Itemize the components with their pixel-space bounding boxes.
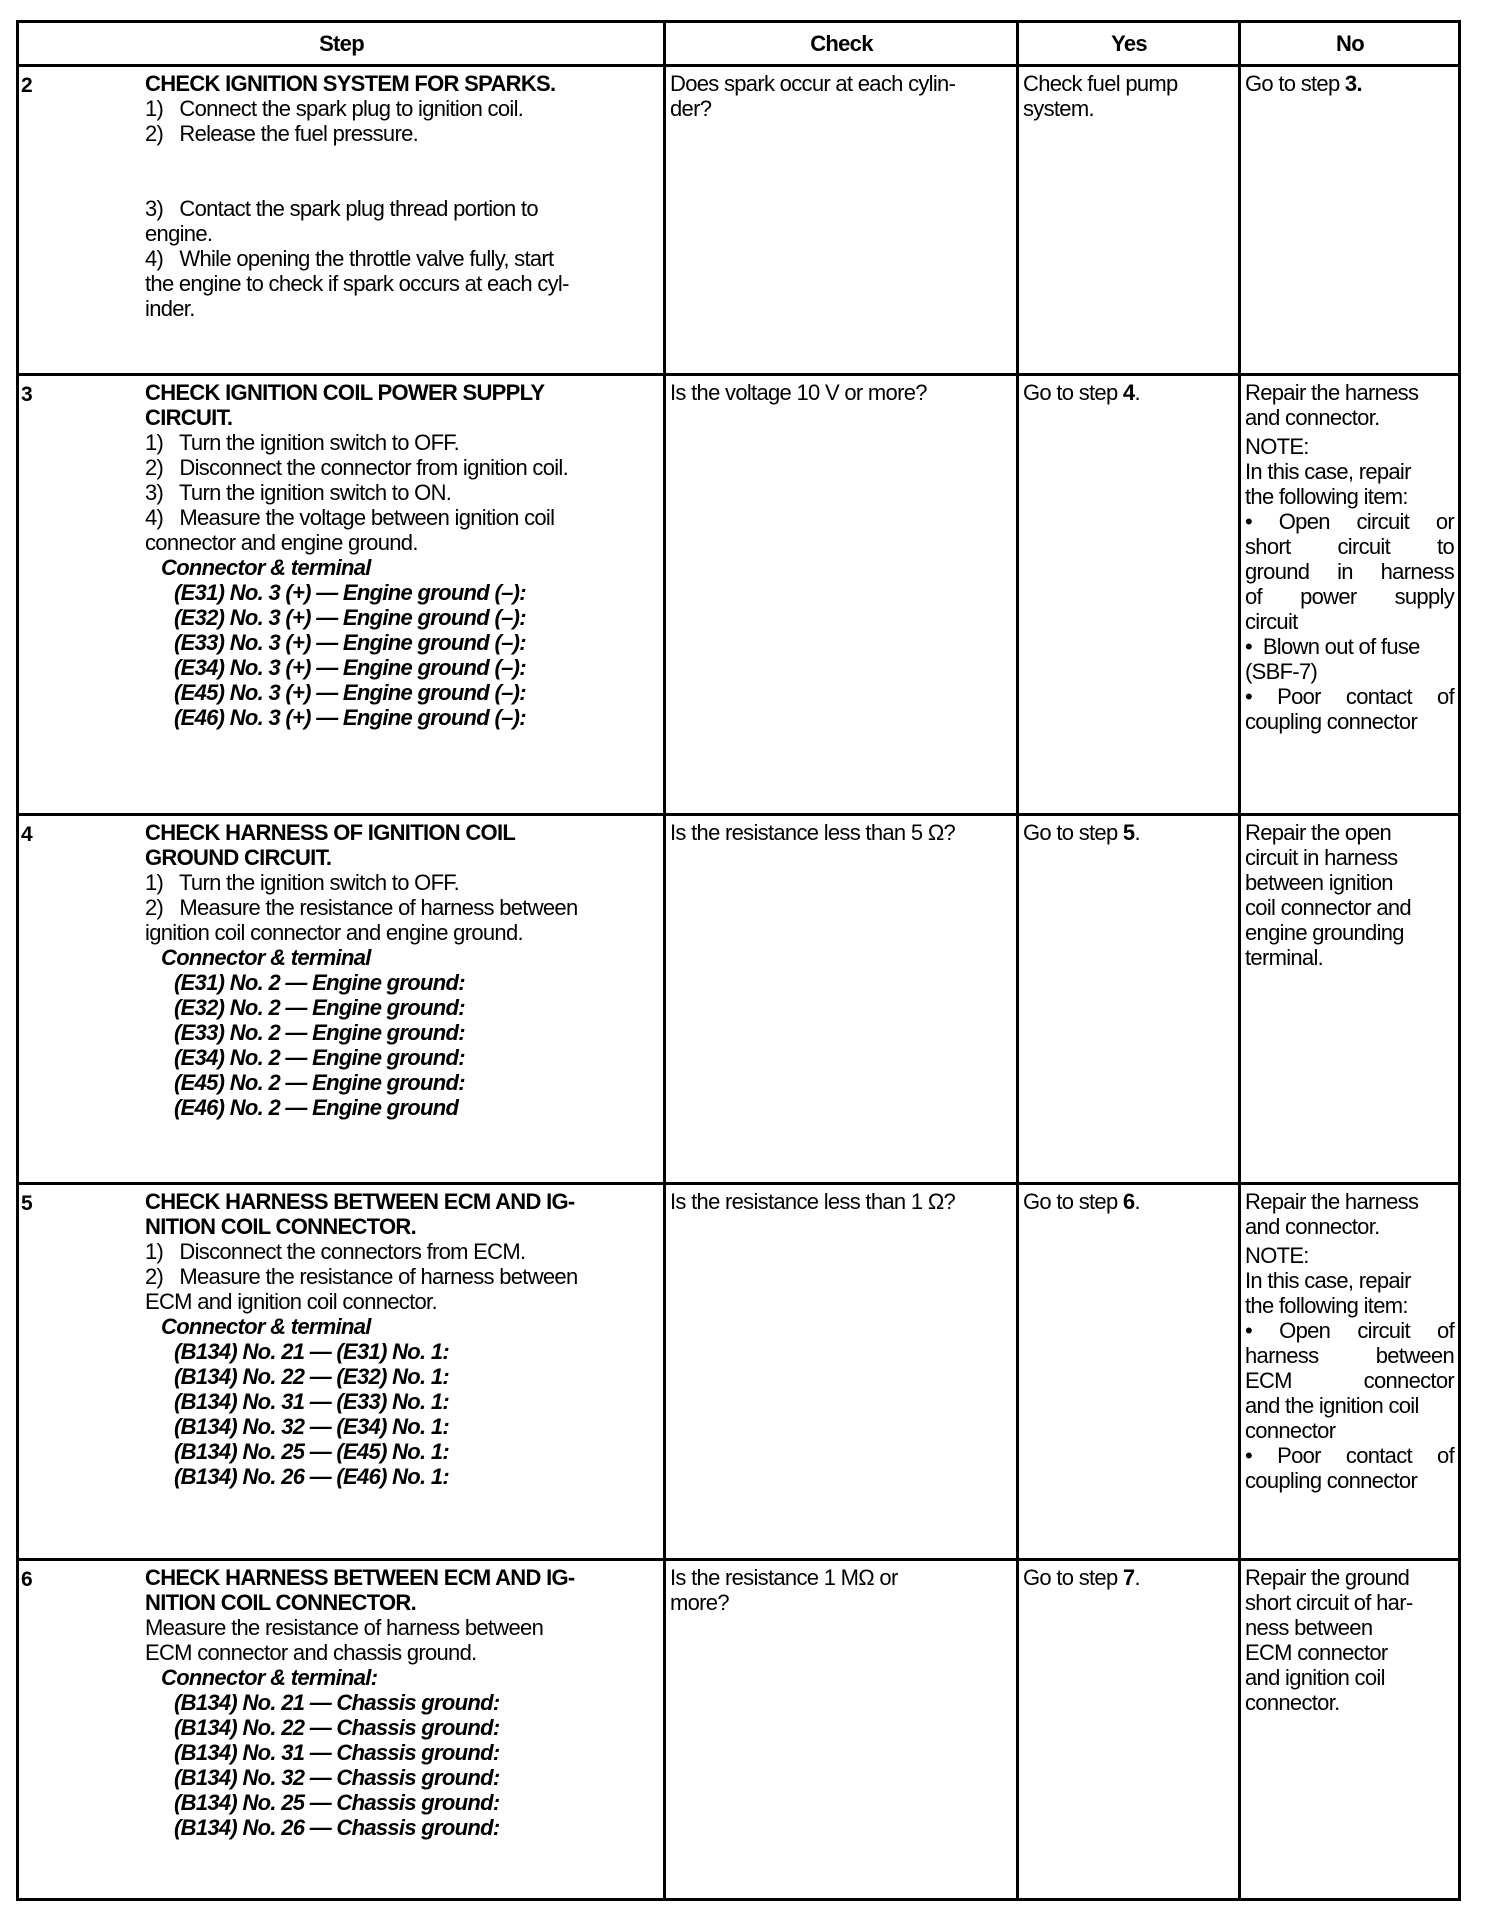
instruction: 2) Measure the resistance of harness between: [145, 1264, 578, 1289]
goto-step-number: 4: [1122, 380, 1135, 405]
instruction: engine.: [145, 221, 213, 246]
goto-suffix: .: [1134, 1565, 1140, 1590]
terminal-spec: (E33) No. 3 (+) — Engine ground (–):: [174, 630, 526, 655]
check-text: Is the voltage 10 V or more?: [670, 380, 927, 405]
bullet-item: coupling connector: [1245, 709, 1418, 734]
check-text: der?: [670, 96, 712, 121]
no-text: terminal.: [1245, 945, 1324, 970]
note-text: the following item:: [1245, 1293, 1408, 1318]
step-number: 6: [21, 1568, 32, 1591]
bullet-item: circuit: [1245, 609, 1298, 634]
check-text: Does spark occur at each cylin-: [670, 71, 956, 96]
terminal-spec: (B134) No. 21 — Chassis ground:: [174, 1690, 500, 1715]
goto-step-link[interactable]: [1023, 1565, 1234, 1590]
diagnostic-table: [16, 20, 1461, 1901]
terminal-spec: (B134) No. 26 — (E46) No. 1:: [174, 1464, 450, 1489]
step-cell: [19, 376, 663, 813]
no-cell: [1238, 816, 1458, 1182]
table-header: [19, 23, 1458, 64]
no-text: ECM connector: [1245, 1640, 1388, 1665]
check-cell: [663, 376, 1016, 813]
terminal-spec: (B134) No. 32 — (E34) No. 1:: [174, 1414, 450, 1439]
yes-cell: [1016, 1185, 1238, 1558]
bullet-item: ECM connector: [1245, 1368, 1454, 1393]
instruction: 1) Turn the ignition switch to OFF.: [145, 430, 460, 455]
terminal-spec: (E34) No. 2 — Engine ground:: [174, 1045, 465, 1070]
no-text: and connector.: [1245, 405, 1380, 430]
instruction: 1) Connect the spark plug to ignition coil.: [145, 96, 524, 121]
goto-step-link[interactable]: [1023, 820, 1234, 845]
goto-suffix: .: [1134, 820, 1140, 845]
header-check: Check: [663, 23, 1016, 64]
terminal-spec: (E33) No. 2 — Engine ground:: [174, 1020, 465, 1045]
yes-cell: [1016, 1561, 1238, 1898]
terminal-spec: (E46) No. 3 (+) — Engine ground (–):: [174, 705, 526, 730]
step-cell: [19, 1185, 663, 1558]
goto-step-number: 5: [1122, 820, 1135, 845]
no-text: and ignition coil: [1245, 1665, 1385, 1690]
goto-suffix: .: [1134, 1189, 1140, 1214]
step-cell: [19, 816, 663, 1182]
note-text: In this case, repair: [1245, 459, 1411, 484]
no-cell: [1238, 1185, 1458, 1558]
goto-step-link[interactable]: [1023, 380, 1234, 405]
terminal-spec: (E32) No. 3 (+) — Engine ground (–):: [174, 605, 526, 630]
no-cell: [1238, 1561, 1458, 1898]
check-text: Is the resistance less than 1 Ω?: [670, 1189, 956, 1214]
goto-step-number: 3: [1344, 71, 1357, 96]
terminal-spec: (B134) No. 31 — Chassis ground:: [174, 1740, 500, 1765]
check-cell: [663, 816, 1016, 1182]
goto-prefix: Go to step: [1245, 71, 1345, 96]
step-title: NITION COIL CONNECTOR.: [145, 1214, 417, 1239]
instruction: the engine to check if spark occurs at each cyl-: [145, 271, 569, 296]
terminal-spec: (B134) No. 22 — (E32) No. 1:: [174, 1364, 450, 1389]
header-no: No: [1238, 23, 1458, 64]
step-number: 3: [21, 383, 32, 406]
no-text: circuit in harness: [1245, 845, 1398, 870]
instruction: 2) Release the fuel pressure.: [145, 121, 419, 146]
connector-terminal-label: Connector & terminal:: [161, 1665, 378, 1690]
yes-cell: [1016, 816, 1238, 1182]
check-cell: [663, 67, 1016, 373]
check-text: more?: [670, 1590, 729, 1615]
step-cell: [19, 1561, 663, 1898]
goto-step-number: 6: [1122, 1189, 1135, 1214]
bullet-item: coupling connector: [1245, 1468, 1418, 1493]
check-cell: [663, 1561, 1016, 1898]
step-title: CHECK HARNESS BETWEEN ECM AND IG-: [145, 1189, 575, 1214]
table-row-step-4: [19, 813, 1458, 1182]
goto-suffix: .: [1356, 71, 1362, 96]
header-step: Step: [319, 31, 364, 56]
step-number: 4: [21, 823, 32, 846]
instruction: ignition coil connector and engine ground.: [145, 920, 523, 945]
terminal-spec: (E45) No. 3 (+) — Engine ground (–):: [174, 680, 526, 705]
no-text: Repair the harness: [1245, 380, 1419, 405]
instruction: 4) While opening the throttle valve fully, start: [145, 246, 554, 271]
bullet-item: short circuit to: [1245, 534, 1454, 559]
table-row-step-2: [19, 64, 1458, 373]
table-row-step-6: [19, 1558, 1458, 1898]
bullet-item: connector: [1245, 1418, 1336, 1443]
instruction: 3) Turn the ignition switch to ON.: [145, 480, 452, 505]
instruction: 3) Contact the spark plug thread portion to: [145, 196, 538, 221]
step-title: CHECK HARNESS BETWEEN ECM AND IG-: [145, 1565, 575, 1590]
terminal-spec: (E32) No. 2 — Engine ground:: [174, 995, 465, 1020]
no-text: engine grounding: [1245, 920, 1404, 945]
check-text: Is the resistance 1 MΩ or: [670, 1565, 898, 1590]
check-cell: [663, 1185, 1016, 1558]
no-text: Repair the harness: [1245, 1189, 1419, 1214]
no-cell: [1238, 376, 1458, 813]
bullet-item: and the ignition coil: [1245, 1393, 1419, 1418]
yes-text: Check fuel pump: [1023, 71, 1178, 96]
terminal-spec: (B134) No. 21 — (E31) No. 1:: [174, 1339, 450, 1364]
yes-text: system.: [1023, 96, 1094, 121]
bullet-item: • Open circuit or: [1245, 509, 1454, 534]
instruction: 1) Disconnect the connectors from ECM.: [145, 1239, 526, 1264]
header-yes: Yes: [1016, 23, 1238, 64]
bullet-item: (SBF-7): [1245, 659, 1318, 684]
step-number: 2: [21, 74, 32, 97]
terminal-spec: (B134) No. 26 — Chassis ground:: [174, 1815, 500, 1840]
step-title: CIRCUIT.: [145, 405, 233, 430]
no-cell: [1238, 67, 1458, 373]
terminal-spec: (B134) No. 25 — Chassis ground:: [174, 1790, 500, 1815]
goto-step-number: 7: [1122, 1565, 1135, 1590]
instruction: ECM connector and chassis ground.: [145, 1640, 477, 1665]
goto-suffix: .: [1134, 380, 1140, 405]
goto-prefix: Go to step: [1023, 820, 1123, 845]
terminal-spec: (E31) No. 2 — Engine ground:: [174, 970, 465, 995]
step-title: GROUND CIRCUIT.: [145, 845, 332, 870]
step-number: 5: [21, 1192, 32, 1215]
instruction: 2) Disconnect the connector from ignition coil.: [145, 455, 569, 480]
yes-cell: [1016, 67, 1238, 373]
no-text: connector.: [1245, 1690, 1340, 1715]
instruction: ECM and ignition coil connector.: [145, 1289, 437, 1314]
step-cell: [19, 67, 663, 373]
step-title: CHECK HARNESS OF IGNITION COIL: [145, 820, 516, 845]
no-text: and connector.: [1245, 1214, 1380, 1239]
table-row-step-5: [19, 1182, 1458, 1558]
no-text: Repair the open: [1245, 820, 1392, 845]
bullet-item: • Poor contact of: [1245, 684, 1454, 709]
no-text: between ignition: [1245, 870, 1393, 895]
check-text: Is the resistance less than 5 Ω?: [670, 820, 956, 845]
bullet-item: • Poor contact of: [1245, 1443, 1454, 1468]
connector-terminal-label: Connector & terminal: [161, 1314, 371, 1339]
note-label: NOTE:: [1245, 434, 1309, 459]
instruction: 1) Turn the ignition switch to OFF.: [145, 870, 460, 895]
step-title: CHECK IGNITION SYSTEM FOR SPARKS.: [145, 71, 556, 96]
note-text: the following item:: [1245, 484, 1408, 509]
connector-terminal-label: Connector & terminal: [161, 555, 371, 580]
bullet-item: • Open circuit of: [1245, 1318, 1454, 1343]
goto-step-link[interactable]: [1245, 71, 1454, 96]
terminal-spec: (B134) No. 25 — (E45) No. 1:: [174, 1439, 450, 1464]
terminal-spec: (B134) No. 31 — (E33) No. 1:: [174, 1389, 450, 1414]
instruction: inder.: [145, 296, 195, 321]
bullet-item: ground in harness: [1245, 559, 1454, 584]
terminal-spec: (E45) No. 2 — Engine ground:: [174, 1070, 465, 1095]
bullet-item: harness between: [1245, 1343, 1454, 1368]
yes-cell: [1016, 376, 1238, 813]
connector-terminal-label: Connector & terminal: [161, 945, 371, 970]
terminal-spec: (B134) No. 32 — Chassis ground:: [174, 1765, 500, 1790]
goto-prefix: Go to step: [1023, 380, 1123, 405]
no-text: ness between: [1245, 1615, 1373, 1640]
goto-prefix: Go to step: [1023, 1565, 1123, 1590]
no-text: short circuit of har-: [1245, 1590, 1413, 1615]
terminal-spec: (E46) No. 2 — Engine ground: [174, 1095, 459, 1120]
note-label: NOTE:: [1245, 1243, 1309, 1268]
goto-prefix: Go to step: [1023, 1189, 1123, 1214]
step-title: NITION COIL CONNECTOR.: [145, 1590, 417, 1615]
no-text: coil connector and: [1245, 895, 1411, 920]
terminal-spec: (E34) No. 3 (+) — Engine ground (–):: [174, 655, 526, 680]
no-text: Repair the ground: [1245, 1565, 1410, 1590]
terminal-spec: (E31) No. 3 (+) — Engine ground (–):: [174, 580, 526, 605]
bullet-item: of power supply: [1245, 584, 1454, 609]
instruction: connector and engine ground.: [145, 530, 418, 555]
instruction: Measure the resistance of harness between: [145, 1615, 544, 1640]
note-text: In this case, repair: [1245, 1268, 1411, 1293]
instruction: 4) Measure the voltage between ignition coil: [145, 505, 555, 530]
instruction: 2) Measure the resistance of harness between: [145, 895, 578, 920]
step-title: CHECK IGNITION COIL POWER SUPPLY: [145, 380, 545, 405]
table-row-step-3: [19, 373, 1458, 813]
terminal-spec: (B134) No. 22 — Chassis ground:: [174, 1715, 500, 1740]
bullet-item: • Blown out of fuse: [1245, 634, 1420, 659]
goto-step-link[interactable]: [1023, 1189, 1234, 1214]
